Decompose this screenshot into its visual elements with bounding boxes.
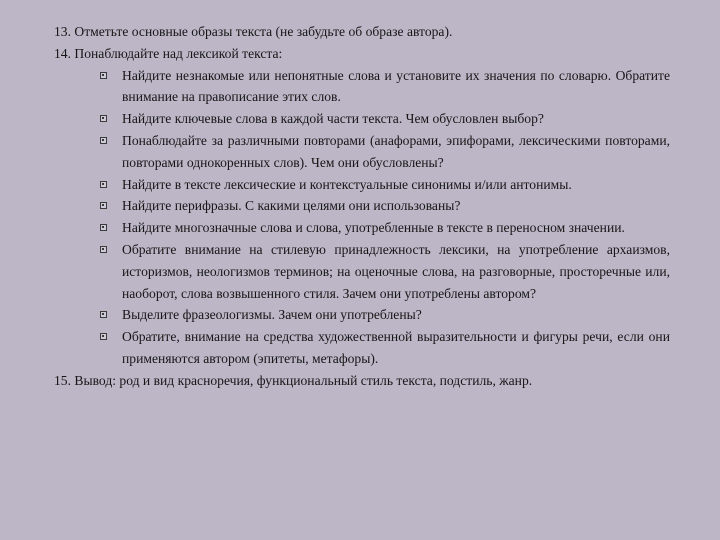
list-item-text: Найдите перифразы. С какими целями они использованы? (122, 198, 461, 214)
list-item (54, 326, 670, 370)
list-item-text: Выделите фразеологизмы. Зачем они употреблены? (122, 307, 422, 323)
square-bullet-icon (100, 181, 107, 188)
list-item (54, 239, 670, 304)
list-item (54, 65, 670, 109)
list-item-text: Найдите ключевые слова в каждой части текста. Чем обусловлен выбор? (122, 111, 544, 127)
list-item (54, 304, 670, 326)
slide-content (54, 21, 670, 392)
square-bullet-icon (100, 115, 107, 122)
item-15-conclusion: 15. Вывод: род и вид красноречия, функциональный стиль текста, подстиль, жанр. (54, 372, 533, 388)
square-bullet-icon (100, 333, 107, 340)
list-item-text: Обратите внимание на стилевую принадлежность лексики, на употребление архаизмов, историзмов, неологизмов терминов; на оценочные слова, на разговорные, просторечные или, наоборот, слова возвышенного стиля. Зачем они употреблены автором? (122, 241, 670, 301)
list-item-text: Найдите многозначные слова и слова, употребленные в тексте в переносном значении. (122, 220, 625, 236)
square-bullet-icon (100, 137, 107, 144)
lexicon-tasks-list (54, 65, 670, 370)
list-item-text: Найдите в тексте лексические и контекстуальные синонимы и/или антонимы. (122, 176, 572, 192)
square-bullet-icon (100, 202, 107, 209)
list-item (54, 108, 670, 130)
list-item-text: Понаблюдайте за различными повторами (анафорами, эпифорами, лексическими повторами, повторами однокоренных слов). Чем они обусловлены? (122, 132, 670, 170)
list-item (54, 130, 670, 174)
item-13: 13. Отметьте основные образы текста (не забудьте об образе автора). (54, 24, 453, 39)
list-item-text: Обратите, внимание на средства художественной выразительности и фигуры речи, если они применяются автором (эпитеты, метафоры). (122, 329, 670, 366)
square-bullet-icon (100, 72, 107, 79)
square-bullet-icon (100, 246, 107, 253)
list-item (54, 174, 670, 196)
square-bullet-icon (100, 224, 107, 231)
item-14: 14. Понаблюдайте над лексикой текста: (54, 45, 283, 61)
square-bullet-icon (100, 311, 107, 318)
list-item-text: Найдите незнакомые или непонятные слова и установите их значения по словарю. Обратите внимание на правописание этих слов. (122, 67, 670, 105)
list-item (54, 217, 670, 239)
list-item (54, 195, 670, 217)
